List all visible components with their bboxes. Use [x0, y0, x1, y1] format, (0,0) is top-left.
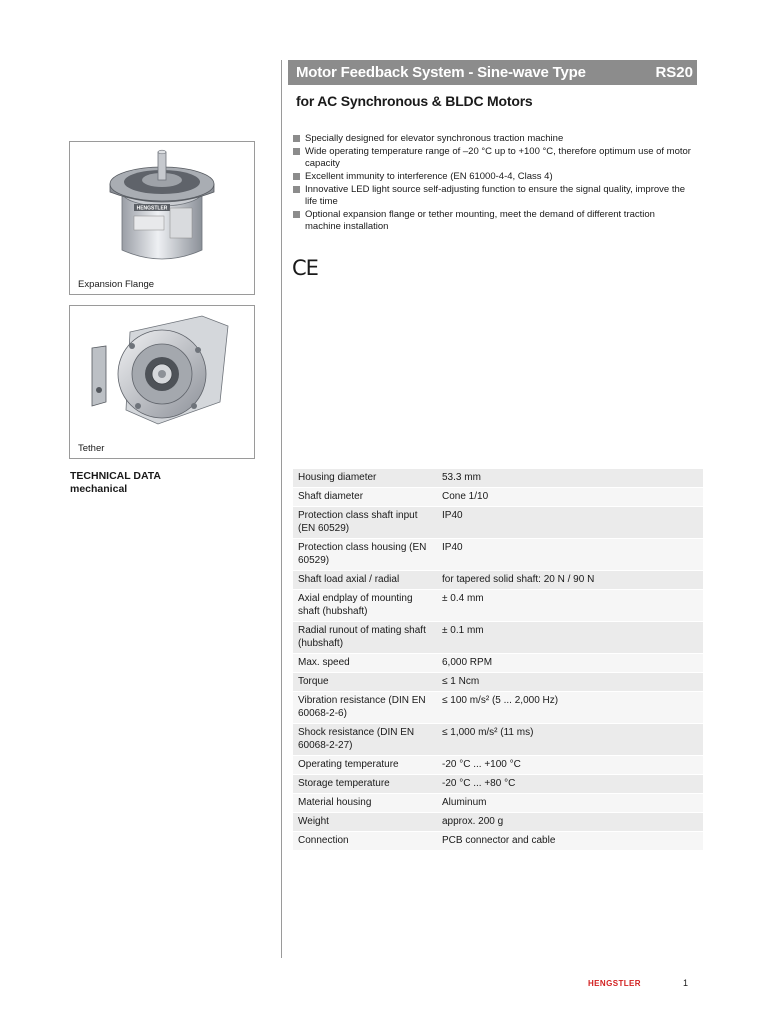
- ce-mark-icon: CE: [292, 256, 318, 280]
- spec-value: ≤ 1,000 m/s² (11 ms): [437, 724, 703, 756]
- table-row: [293, 724, 703, 756]
- spec-key: Material housing: [293, 794, 437, 813]
- table-row: [293, 775, 703, 794]
- bullet-square-icon: [293, 135, 300, 142]
- bullet-square-icon: [293, 148, 300, 155]
- spec-key: Connection: [293, 832, 437, 851]
- technical-data-subheading: mechanical: [70, 483, 128, 495]
- spec-value: ≤ 100 m/s² (5 ... 2,000 Hz): [437, 692, 703, 724]
- table-row: [293, 832, 703, 851]
- table-row: [293, 654, 703, 673]
- spec-key: Shaft load axial / radial: [293, 571, 437, 590]
- spec-key: Storage temperature: [293, 775, 437, 794]
- table-row: [293, 469, 703, 488]
- encoder-tether-image: [70, 306, 254, 436]
- table-row: [293, 507, 703, 539]
- table-row: [293, 622, 703, 654]
- product-label: HENGSTLER: [136, 205, 168, 212]
- table-row: [293, 692, 703, 724]
- spec-value: Aluminum: [437, 794, 703, 813]
- table-row: [293, 813, 703, 832]
- spec-value: ≤ 1 Ncm: [437, 673, 703, 692]
- spec-value: ± 0.1 mm: [437, 622, 703, 654]
- spec-key: Protection class housing (EN 60529): [293, 539, 437, 571]
- bullet-square-icon: [293, 211, 300, 218]
- column-divider: [281, 60, 282, 958]
- model-number: RS20: [655, 64, 693, 81]
- table-row: [293, 590, 703, 622]
- spec-key: Housing diameter: [293, 469, 437, 488]
- spec-key: Weight: [293, 813, 437, 832]
- spec-value: approx. 200 g: [437, 813, 703, 832]
- page-title: Motor Feedback System - Sine-wave Type: [296, 64, 586, 81]
- page-subtitle: for AC Synchronous & BLDC Motors: [296, 93, 533, 109]
- table-row: [293, 488, 703, 507]
- feature-item: Excellent immunity to interference (EN 61000-4-4, Class 4): [292, 171, 692, 183]
- spec-key: Protection class shaft input (EN 60529): [293, 507, 437, 539]
- spec-key: Max. speed: [293, 654, 437, 673]
- encoder-expansion-flange-image: [70, 142, 254, 272]
- bullet-square-icon: [293, 186, 300, 193]
- spec-key: Torque: [293, 673, 437, 692]
- feature-list: [292, 133, 692, 234]
- photo-caption-expansion: Expansion Flange: [78, 279, 155, 290]
- feature-item: Innovative LED light source self-adjusting function to ensure the signal quality, improve the life time: [292, 184, 692, 208]
- spec-key: Shock resistance (DIN EN 60068-2-27): [293, 724, 437, 756]
- spec-table: [293, 469, 703, 851]
- bullet-square-icon: [293, 173, 300, 180]
- spec-value: 6,000 RPM: [437, 654, 703, 673]
- table-row: [293, 539, 703, 571]
- table-row: [293, 673, 703, 692]
- spec-key: Shaft diameter: [293, 488, 437, 507]
- spec-value: -20 °C ... +80 °C: [437, 775, 703, 794]
- photo-expansion-flange: [69, 141, 255, 295]
- spec-key: Vibration resistance (DIN EN 60068-2-6): [293, 692, 437, 724]
- spec-value: for tapered solid shaft: 20 N / 90 N: [437, 571, 703, 590]
- spec-key: Radial runout of mating shaft (hubshaft): [293, 622, 437, 654]
- spec-value: Cone 1/10: [437, 488, 703, 507]
- page-number: 1: [683, 978, 689, 988]
- spec-key: Axial endplay of mounting shaft (hubshaft): [293, 590, 437, 622]
- table-row: [293, 794, 703, 813]
- feature-item: Specially designed for elevator synchronous traction machine: [292, 133, 692, 145]
- title-bar: [288, 60, 697, 85]
- spec-key: Operating temperature: [293, 756, 437, 775]
- spec-value: 53.3 mm: [437, 469, 703, 488]
- table-row: [293, 571, 703, 590]
- feature-item: Optional expansion flange or tether mounting, meet the demand of different traction machine installation: [292, 209, 692, 233]
- spec-value: IP40: [437, 507, 703, 539]
- spec-value: ± 0.4 mm: [437, 590, 703, 622]
- spec-value: -20 °C ... +100 °C: [437, 756, 703, 775]
- footer-brand: HENGSTLER: [588, 979, 641, 988]
- table-row: [293, 756, 703, 775]
- technical-data-heading: TECHNICAL DATA: [70, 470, 161, 482]
- spec-value: IP40: [437, 539, 703, 571]
- spec-value: PCB connector and cable: [437, 832, 703, 851]
- feature-item: Wide operating temperature range of –20 °C up to +100 °C, therefore optimum use of motor capacity: [292, 146, 692, 170]
- photo-caption-tether: Tether: [78, 443, 105, 454]
- photo-tether: [69, 305, 255, 459]
